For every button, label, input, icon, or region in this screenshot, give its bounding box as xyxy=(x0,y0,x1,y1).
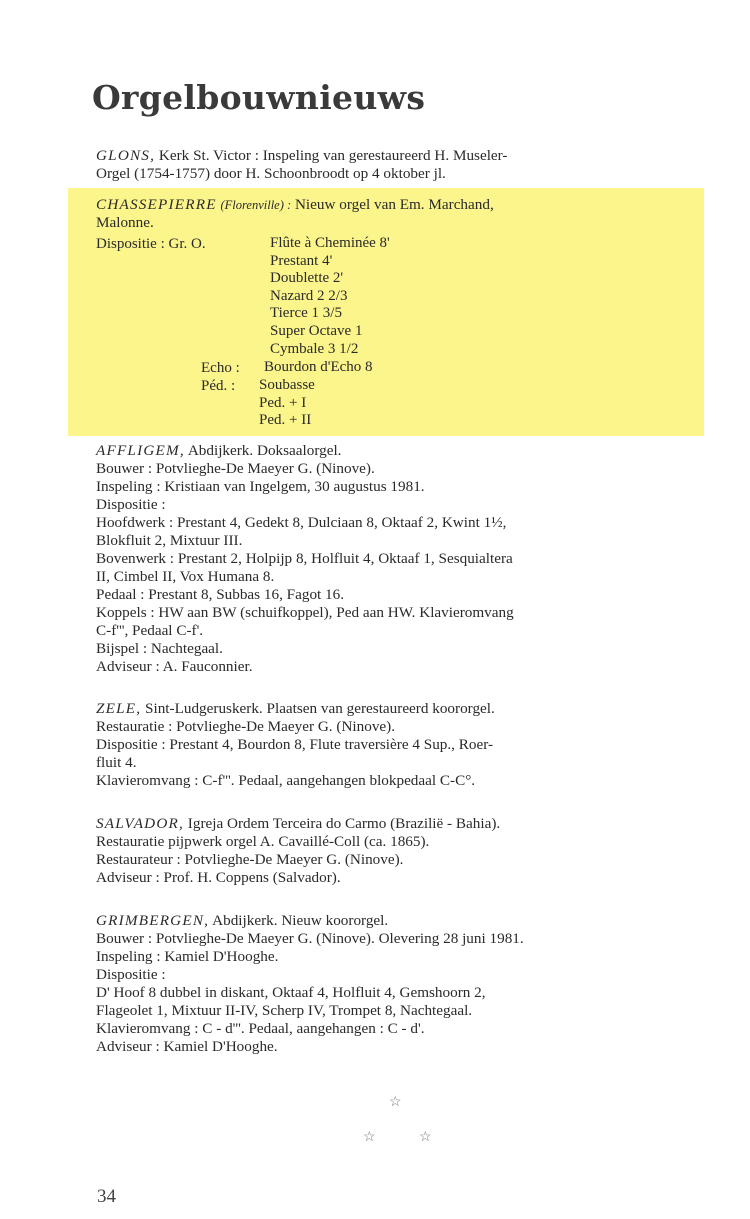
entry-text: Abdijkerk. Doksaalorgel. xyxy=(187,442,342,459)
entry-line: II, Cimbel II, Vox Humana 8. xyxy=(96,568,275,585)
entry-text: Nieuw orgel van Em. Marchand, xyxy=(294,196,494,213)
stop-item: Super Octave 1 xyxy=(270,322,363,339)
entry-text: Sint-Ludgeruskerk. Plaatsen van gerestaureerd koororgel. xyxy=(145,700,495,717)
stop-item: Doublette 2' xyxy=(270,270,344,287)
stop-item: Tierce 1 3/5 xyxy=(270,305,342,322)
entry-line: Pedaal : Prestant 8, Subbas 16, Fagot 16. xyxy=(96,586,345,603)
entry-line: fluit 4. xyxy=(96,754,137,771)
entry-line: Klavieromvang : C-f'''. Pedaal, aangehangen blokpedaal C-C°. xyxy=(96,772,476,789)
entry-line: Dispositie : xyxy=(96,496,166,513)
entry-line: Koppels : HW aan BW (schuifkoppel), Ped aan HW. Klavieromvang xyxy=(96,604,514,621)
entry-line: Adviseur : Prof. H. Coppens (Salvador). xyxy=(96,869,341,886)
entry-line: Klavieromvang : C - d'''. Pedaal, aangehangen : C - d'. xyxy=(96,1020,425,1037)
entry-text: Abdijkerk. Nieuw koororgel. xyxy=(212,912,389,929)
echo-label: Echo : xyxy=(201,360,240,376)
entry-line: Blokfluit 2, Mixtuur III. xyxy=(96,532,243,549)
entry-line: Inspeling : Kamiel D'Hooghe. xyxy=(96,948,279,965)
star-icon: ☆ xyxy=(363,1130,376,1145)
entry-zele xyxy=(96,700,706,790)
entry-text: Igreja Ordem Terceira do Carmo (Brazilië - Bahia). xyxy=(187,815,501,832)
entry-line: D' Hoof 8 dubbel in diskant, Oktaaf 4, Holfluit 4, Gemshoorn 2, xyxy=(96,984,486,1001)
chassepierre-line-1 xyxy=(96,196,706,214)
place-name: AFFLIGEM, xyxy=(96,442,185,459)
stop-item: Ped. + I xyxy=(259,394,307,411)
place-subtitle: (Florenville) : xyxy=(220,198,292,212)
echo-stop: Bourdon d'Echo 8 xyxy=(264,359,373,375)
entry-line: Bovenwerk : Prestant 2, Holpijp 8, Holfluit 4, Oktaaf 1, Sesquialtera xyxy=(96,550,513,567)
stop-item: Cymbale 3 1/2 xyxy=(270,340,359,357)
entry-line: Adviseur : A. Fauconnier. xyxy=(96,658,253,675)
place-name: CHASSEPIERRE xyxy=(96,196,217,213)
grand-orgue-stops xyxy=(270,235,390,358)
place-name: SALVADOR, xyxy=(96,815,184,832)
chassepierre-line-2: Malonne. xyxy=(96,214,154,231)
entry-line xyxy=(96,700,706,718)
entry-line: Restauratie : Potvlieghe-De Maeyer G. (Ninove). xyxy=(96,718,396,735)
entry-line: Inspeling : Kristiaan van Ingelgem, 30 augustus 1981. xyxy=(96,478,425,495)
entry-line: Restauratie pijpwerk orgel A. Cavaillé-Coll (ca. 1865). xyxy=(96,833,430,850)
pedal-stops xyxy=(259,377,315,430)
place-name: GLONS, xyxy=(96,147,156,164)
entry-grimbergen xyxy=(96,912,706,1056)
stop-item: Nazard 2 2/3 xyxy=(270,287,348,304)
entry-line: Flageolet 1, Mixtuur II-IV, Scherp IV, Trompet 8, Nachtegaal. xyxy=(96,1002,473,1019)
dispositie-label: Dispositie : Gr. O. xyxy=(96,236,206,252)
entry-line: C-f''', Pedaal C-f'. xyxy=(96,622,204,639)
place-name: ZELE, xyxy=(96,700,142,717)
stop-item: Flûte à Cheminée 8' xyxy=(270,235,390,251)
star-icon: ☆ xyxy=(419,1130,432,1145)
entry-chassepierre xyxy=(96,196,706,232)
entry-text: Kerk St. Victor : Inspeling van gerestaureerd H. Museler- xyxy=(158,147,508,164)
page-number: 34 xyxy=(97,1186,116,1207)
entry-line: Hoofdwerk : Prestant 4, Gedekt 8, Dulciaan 8, Oktaaf 2, Kwint 1½, xyxy=(96,514,507,531)
entry-line: Dispositie : Prestant 4, Bourdon 8, Flute traversière 4 Sup., Roer- xyxy=(96,736,494,753)
entry-affligem xyxy=(96,442,706,676)
entry-line: Bouwer : Potvlieghe-De Maeyer G. (Ninove). xyxy=(96,460,375,477)
entry-line: Bijspel : Nachtegaal. xyxy=(96,640,223,657)
page-title: Orgelbouwnieuws xyxy=(92,78,426,117)
entry-glons xyxy=(96,147,706,183)
glons-line-2: Orgel (1754-1757) door H. Schoonbroodt op 4 oktober jl. xyxy=(96,165,446,182)
stop-item: Ped. + II xyxy=(259,412,312,429)
stop-item: Soubasse xyxy=(259,377,315,393)
star-icon: ☆ xyxy=(389,1095,402,1110)
entry-line: Adviseur : Kamiel D'Hooghe. xyxy=(96,1038,278,1055)
entry-line xyxy=(96,912,706,930)
entry-line xyxy=(96,442,706,460)
glons-line-1 xyxy=(96,147,706,165)
place-name: GRIMBERGEN, xyxy=(96,912,210,929)
entry-line xyxy=(96,815,706,833)
pedal-label: Péd. : xyxy=(201,378,236,394)
entry-line: Bouwer : Potvlieghe-De Maeyer G. (Ninove). Olevering 28 juni 1981. xyxy=(96,930,524,947)
entry-line: Dispositie : xyxy=(96,966,166,983)
entry-line: Restaurateur : Potvlieghe-De Maeyer G. (Ninove). xyxy=(96,851,404,868)
entry-salvador xyxy=(96,815,706,887)
stop-item: Prestant 4' xyxy=(270,252,333,269)
